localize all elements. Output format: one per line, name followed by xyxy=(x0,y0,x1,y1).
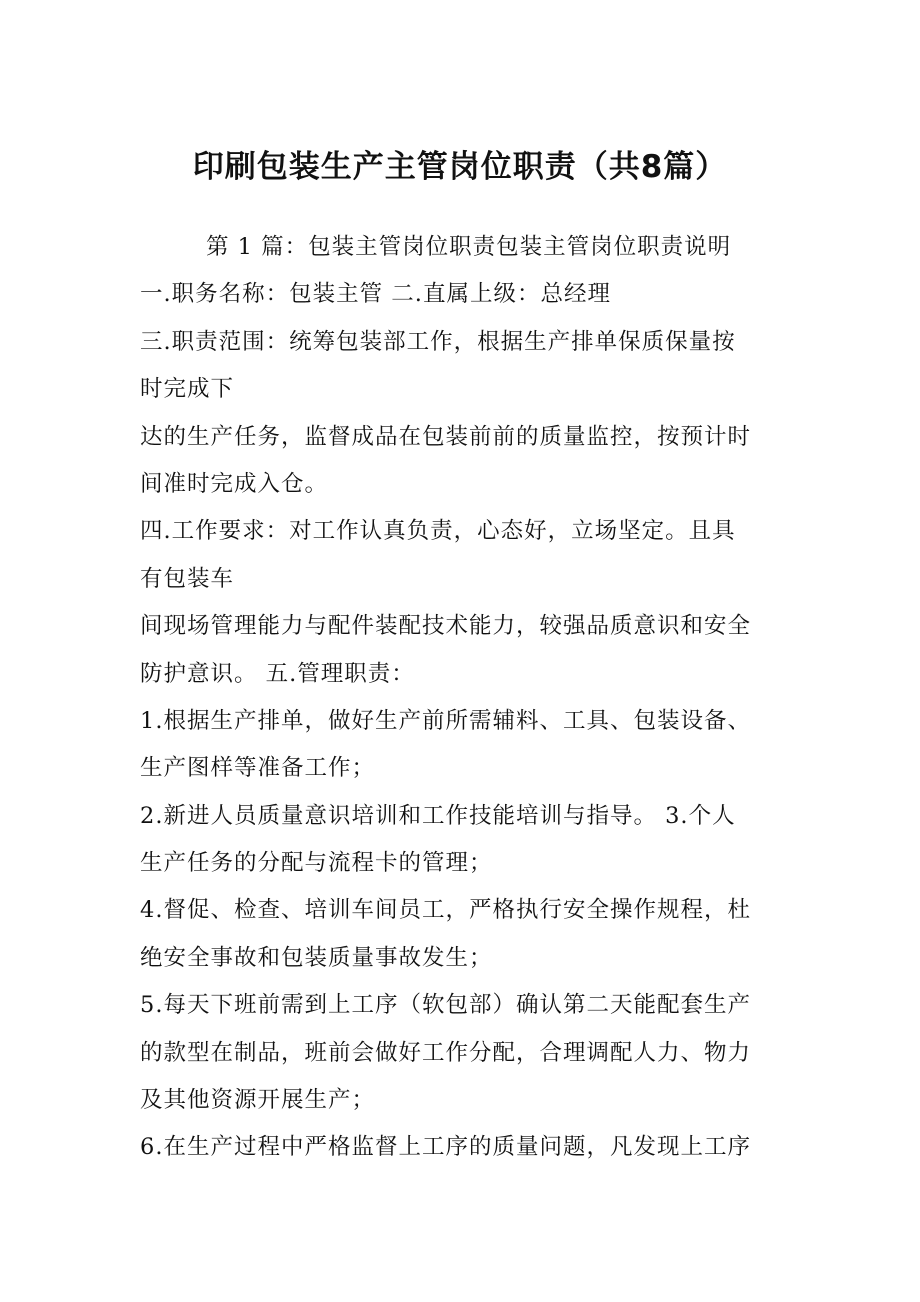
body-line: 生产任务的分配与流程卡的管理； xyxy=(140,850,493,877)
document-title: 印刷包装生产主管岗位职责（共8篇） xyxy=(192,149,728,185)
body-line: 2.新进人员质量意识培训和工作技能培训与指导。 3.个人 xyxy=(140,802,736,829)
body-line: 三.职责范围：统筹包装部工作，根据生产排单保质保量按 xyxy=(140,328,736,355)
body-line: 四.工作要求：对工作认真负责，心态好，立场坚定。且具 xyxy=(140,518,736,545)
body-line: 有包装车 xyxy=(140,565,235,592)
body-line: 5.每天下班前需到上工序（软包部）确认第二天能配套生产 xyxy=(140,992,751,1019)
body-line: 达的生产任务，监督成品在包装前前的质量监控，按预计时 xyxy=(140,423,752,450)
body-line: 4.督促、检查、培训车间员工，严格执行安全操作规程，杜 xyxy=(140,897,751,924)
body-line: 间现场管理能力与配件装配技术能力，较强品质意识和安全 xyxy=(140,613,752,640)
body-line: 一.职务名称：包装主管 二.直属上级：总经理 xyxy=(140,281,611,308)
body-line: 1.根据生产排单，做好生产前所需辅料、工具、包装设备、 xyxy=(140,707,751,734)
body-line: 及其他资源开展生产； xyxy=(140,1087,376,1114)
body-line: 的款型在制品，班前会做好工作分配，合理调配人力、物力 xyxy=(140,1039,752,1066)
body-line: 间准时完成入仓。 xyxy=(140,470,329,497)
body-line: 防护意识。 五.管理职责： xyxy=(140,660,415,687)
body-line: 绝安全事故和包装质量事故发生； xyxy=(140,944,493,971)
body-line: 时完成下 xyxy=(140,376,235,403)
document-body xyxy=(140,224,790,1172)
body-line-section-heading: 第 1 篇：包装主管岗位职责包装主管岗位职责说明 xyxy=(206,234,732,260)
body-line: 6.在生产过程中严格监督上工序的质量问题，凡发现上工序 xyxy=(140,1134,751,1161)
body-line: 生产图样等准备工作； xyxy=(140,755,376,782)
